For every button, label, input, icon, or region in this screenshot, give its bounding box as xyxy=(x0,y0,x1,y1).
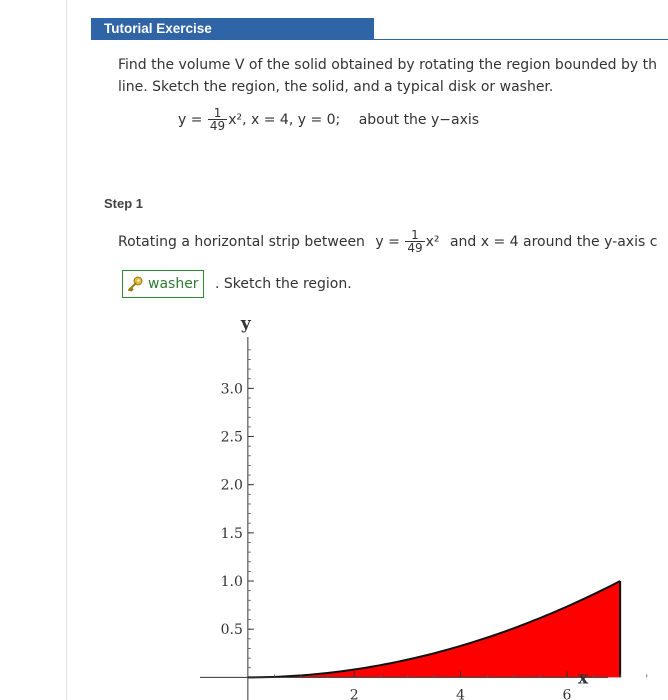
region-chart xyxy=(190,305,668,700)
tutorial-header xyxy=(91,18,374,40)
equation-fraction xyxy=(208,107,227,133)
step-eq-fraction xyxy=(405,229,424,255)
y-tick-label: 1.5 xyxy=(220,525,243,542)
step-eq-lhs: y = xyxy=(375,234,400,250)
answer-value: washer xyxy=(148,276,199,292)
x-tick-label: 6 xyxy=(562,687,572,700)
axis-of-rotation: about the y−axis xyxy=(358,112,480,128)
answer-field[interactable] xyxy=(122,270,204,298)
y-axis-label: y xyxy=(240,314,251,334)
y-tick-label: 2.0 xyxy=(220,477,243,494)
fraction-denominator: 49 xyxy=(209,119,226,133)
step-fraction-numerator: 1 xyxy=(411,228,419,242)
x-tick-label: 4 xyxy=(456,687,466,700)
y-tick-label: 2.5 xyxy=(220,429,243,446)
x-tick-label: 2 xyxy=(349,687,359,700)
step-fraction-denominator: 49 xyxy=(407,241,423,255)
step-eq-x: x² xyxy=(425,234,440,250)
problem-text-line2: line. Sketch the region, the solid, and a typical disk or washer. xyxy=(118,79,554,95)
step-text-after-answer: . Sketch the region. xyxy=(215,276,352,292)
tutorial-title: Tutorial Exercise xyxy=(104,21,212,36)
y-tick-label: 0.5 xyxy=(220,622,243,639)
key-icon xyxy=(126,275,144,293)
equation-rest: x², x = 4, y = 0; xyxy=(228,112,341,128)
y-tick-label: 1.0 xyxy=(220,574,243,591)
shaded-region xyxy=(248,581,620,677)
x-axis-label: x xyxy=(578,668,589,689)
step-text xyxy=(118,229,657,255)
equation-lhs: y = xyxy=(178,112,203,128)
header-divider xyxy=(374,39,668,40)
problem-text-line1: Find the volume V of the solid obtained by rotating the region bounded by th xyxy=(118,57,657,73)
fraction-numerator: 1 xyxy=(213,106,222,120)
left-border xyxy=(66,0,67,700)
step-label: Step 1 xyxy=(104,196,144,211)
step-text-a: Rotating a horizontal strip between xyxy=(118,234,365,250)
y-tick-label: 3.0 xyxy=(220,381,243,398)
step-text-b: and x = 4 around the y-axis c xyxy=(449,234,658,250)
problem-equation xyxy=(178,107,479,133)
